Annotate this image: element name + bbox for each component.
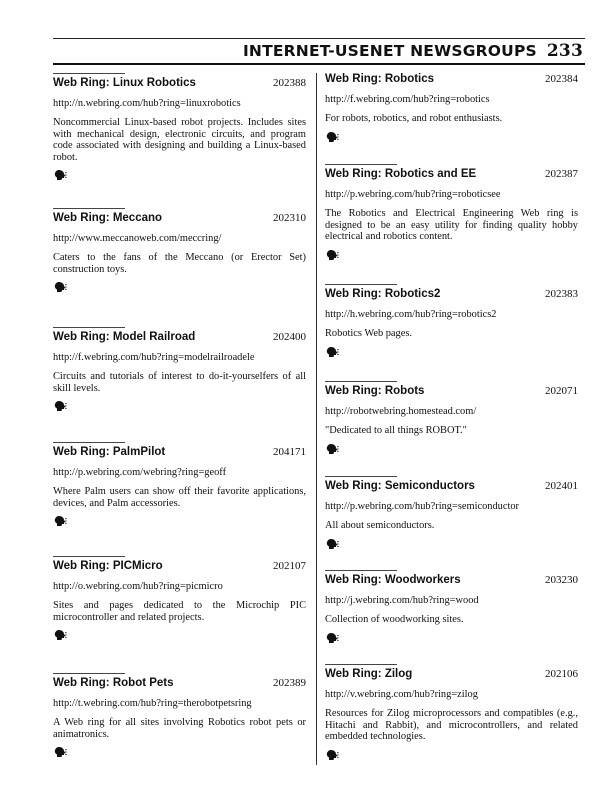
entry-url[interactable]: http://p.webring.com/hub?ring=roboticsee [325,189,501,200]
entry-title: Web Ring: Semiconductors [325,480,475,492]
entry-description: Resources for Zilog microprocessors and compatibles (e.g., Hitachi and Rabbit), and microcontrollers, and related embedded technologies. [325,708,578,743]
entry-separator [53,73,125,74]
entry-separator [53,327,125,328]
head-silhouette-icon [53,746,67,758]
head-silhouette-icon [325,346,339,358]
listing-entry [325,476,578,555]
entry-title: Web Ring: Linux Robotics [53,77,196,89]
entry-title: Web Ring: Woodworkers [325,574,461,586]
entry-description: All about semiconductors. [325,520,435,531]
entry-description: For robots, robotics, and robot enthusiasts. [325,113,503,124]
listing-entry [53,556,306,646]
head-silhouette-icon [53,400,67,412]
entry-description: "Dedicated to all things ROBOT." [325,425,467,436]
listing-entry [53,442,306,532]
entry-number: 204171 [273,446,306,458]
entry-separator [53,208,125,209]
entry-description: A Web ring for all sites involving Robotics robot pets or animatronics. [53,717,306,740]
entry-description: Noncommercial Linux-based robot projects. Includes sites with mechanical design, electronic circuits, and program code associated with designing and building a Linux-based robot. [53,117,306,163]
entry-title: Web Ring: PICMicro [53,560,163,572]
entry-description: Circuits and tutorials of interest to do-it-yourselfers of all skill levels. [53,371,306,394]
listing-entry [325,381,578,460]
listing-entry [53,673,306,763]
running-head [53,41,583,61]
entry-title: Web Ring: Robots [325,385,425,397]
head-silhouette-icon [53,169,67,181]
entry-url[interactable]: http://j.webring.com/hub?ring=wood [325,595,479,606]
entry-separator [325,476,397,477]
head-silhouette-icon [325,632,339,644]
head-rule [53,63,585,65]
listing-entry [53,73,306,186]
head-silhouette-icon [325,749,339,761]
entry-number: 202310 [273,212,306,224]
entry-url[interactable]: http://t.webring.com/hub?ring=therobotpetsring [53,698,252,709]
entry-number: 202400 [273,331,306,343]
entry-url[interactable]: http://f.webring.com/hub?ring=modelrailroadele [53,352,255,363]
entry-title: Web Ring: Robotics and EE [325,168,477,180]
entry-number: 202383 [545,288,578,300]
entry-number: 202387 [545,168,578,180]
running-title: INTERNET-USENET NEWSGROUPS [242,42,537,60]
listing-entry [325,284,578,363]
entry-description: Collection of woodworking sites. [325,614,464,625]
listing-entry [53,327,306,417]
entry-separator [325,284,397,285]
entry-description: Caters to the fans of the Meccano (or Erector Set) construction toys. [53,252,306,275]
entry-separator [325,570,397,571]
entry-url[interactable]: http://robotwebring.homestead.com/ [325,406,477,417]
head-silhouette-icon [325,249,339,261]
listing-entry [325,73,578,148]
entry-url[interactable]: http://o.webring.com/hub?ring=picmicro [53,581,223,592]
entry-separator [53,442,125,443]
entry-url[interactable]: http://p.webring.com/webring?ring=geoff [53,467,227,478]
entry-number: 202388 [273,77,306,89]
head-silhouette-icon [53,515,67,527]
entry-url[interactable]: http://v.webring.com/hub?ring=zilog [325,689,478,700]
entry-title: Web Ring: Model Railroad [53,331,196,343]
entry-number: 202401 [545,480,578,492]
entry-url[interactable]: http://p.webring.com/hub?ring=semiconductor [325,501,520,512]
head-silhouette-icon [53,281,67,293]
entry-separator [325,664,397,665]
entry-number: 202107 [273,560,306,572]
head-silhouette-icon [325,131,339,143]
entry-title: Web Ring: Robotics2 [325,288,441,300]
head-silhouette-icon [53,629,67,641]
page-number: 233 [546,41,583,61]
top-rule [53,38,585,39]
entry-number: 202106 [545,668,578,680]
entry-title: Web Ring: Robotics [325,73,435,85]
entry-description: The Robotics and Electrical Engineering Web ring is designed to be an easy utility for finding quality hobby electrical and robotics content. [325,208,578,243]
entry-separator [325,164,397,165]
entry-separator [53,556,125,557]
listing-entry [53,208,306,298]
entry-url[interactable]: http://n.webring.com/hub?ring=linuxrobotics [53,98,241,109]
entry-number: 202389 [273,677,306,689]
entry-description: Robotics Web pages. [325,328,412,339]
entry-separator [53,673,125,674]
head-silhouette-icon [325,443,339,455]
entry-number: 202071 [545,385,578,397]
head-silhouette-icon [325,538,339,550]
entry-url[interactable]: http://h.webring.com/hub?ring=robotics2 [325,309,497,320]
listing-entry [325,664,578,766]
entry-title: Web Ring: Meccano [53,212,163,224]
entry-title: Web Ring: Zilog [325,668,413,680]
listing-entry [325,570,578,649]
entry-url[interactable]: http://f.webring.com/hub?ring=robotics [325,94,490,105]
entry-url[interactable]: http://www.meccanoweb.com/meccring/ [53,233,222,244]
column-divider [316,73,317,765]
listing-entry [325,164,578,266]
entry-description: Sites and pages dedicated to the Microchip PIC microcontroller and related projects. [53,600,306,623]
entry-number: 203230 [545,574,578,586]
entry-description: Where Palm users can show off their favorite applications, devices, and Palm accessories. [53,486,306,509]
entry-title: Web Ring: Robot Pets [53,677,174,689]
entry-number: 202384 [545,73,578,85]
entry-separator [325,381,397,382]
entry-title: Web Ring: PalmPilot [53,446,166,458]
